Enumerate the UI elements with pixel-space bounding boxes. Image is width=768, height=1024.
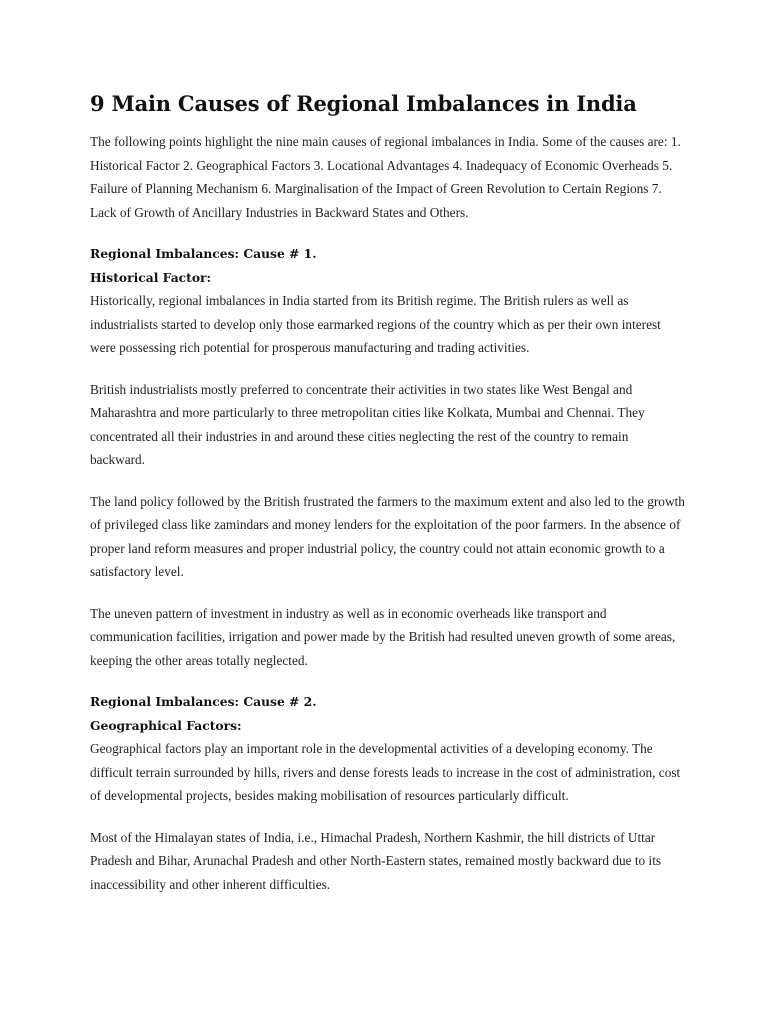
page-title: 9 Main Causes of Regional Imbalances in India — [90, 91, 637, 116]
intro-paragraph: The following points highlight the nine main causes of regional imbalances in India. Some of the causes are: 1. Historical Factor 2. Geographical Factors 3. Locational Advantages 4. Inadequacy of Economic Overheads 5. Failure of Planning Mechanism 6. Marginalisation of the Impact of Green Revolution to Certain Regions 7. Lack of Growth of Ancillary Industries in Backward States and Others. — [90, 134, 681, 220]
historical-factor-heading: Historical Factor: — [90, 269, 212, 285]
cause-1-paragraph-3: The land policy followed by the British frustrated the farmers to the maximum extent and also led to the growth of privileged class like zamindars and money lenders for the exploitation of the poor farmers. In the absence of proper land reform measures and proper industrial policy, the country could not attain economic growth to a satisfactory level. — [90, 493, 685, 579]
document-page — [90, 88, 686, 896]
cause-1-paragraph-4: The uneven pattern of investment in industry as well as in economic overheads like transport and communication facilities, irrigation and power made by the British had resulted uneven growth of some areas, keeping the other areas totally neglected. — [90, 605, 676, 668]
cause-1-paragraph-2: British industrialists mostly preferred to concentrate their activities in two states like West Bengal and Maharashtra and more particularly to three metropolitan cities like Kolkata, Mumbai and Chennai. They concentrated all their industries in and around these cities neglecting the rest of the country to remain backward. — [90, 381, 645, 467]
cause-2-section — [90, 690, 686, 896]
cause-1-section — [90, 242, 686, 672]
cause-2-paragraph-1: Geographical factors play an important role in the developmental activities of a developing economy. The difficult terrain surrounded by hills, rivers and dense forests leads to increase in the cost of administration, cost of developmental projects, besides making mobilisation of resources particularly difficult. — [90, 741, 681, 803]
cause-2-paragraph-2: Most of the Himalayan states of India, i.e., Himachal Pradesh, Northern Kashmir, the hill districts of Uttar Pradesh and Bihar, Arunachal Pradesh and other North-Eastern states, remained mostly backward due to its inaccessibility and other inherent difficulties. — [90, 829, 662, 892]
geographical-factors-heading: Geographical Factors: — [90, 717, 242, 733]
cause-1-heading: Regional Imbalances: Cause # 1. — [90, 246, 317, 261]
cause-1-paragraph-1: Historically, regional imbalances in India started from its British regime. The British rulers as well as industrialists started to develop only those earmarked regions of the country which as per their own interest were possessing rich potential for prosperous manufacturing and trading activities. — [90, 293, 661, 355]
cause-2-heading: Regional Imbalances: Cause # 2. — [90, 694, 317, 709]
